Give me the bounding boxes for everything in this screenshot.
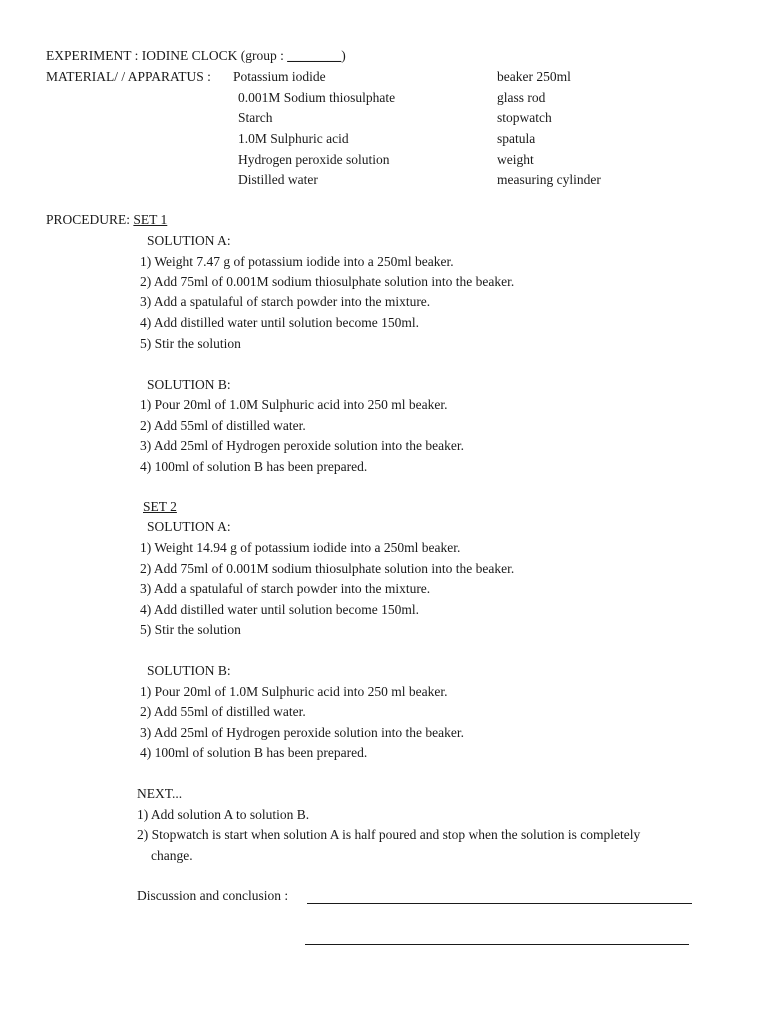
set2-solution-a-step-1: 1) Weight 14.94 g of potassium iodide into a 250ml beaker. — [140, 540, 461, 555]
material-item-1: Potassium iodide — [233, 69, 326, 84]
discussion-answer-line-2 — [305, 944, 689, 945]
set1-title: SET 1 — [133, 212, 168, 227]
discussion-answer-line-1 — [307, 903, 692, 904]
discussion-label: Discussion and conclusion : — [137, 888, 289, 903]
set2-solution-b-step-3: 3) Add 25ml of Hydrogen peroxide solution into the beaker. — [140, 725, 464, 740]
material-item-2: 0.001M Sodium thiosulphate — [238, 90, 396, 105]
apparatus-item-3: stopwatch — [497, 110, 552, 125]
set2-solution-b-step-4: 4) 100ml of solution B has been prepared. — [140, 745, 368, 760]
set1-solution-a-step-5: 5) Stir the solution — [140, 336, 241, 351]
material-item-6: Distilled water — [238, 172, 318, 187]
set2-solution-b-title: SOLUTION B: — [147, 663, 231, 678]
set1-solution-b-step-4: 4) 100ml of solution B has been prepared. — [140, 459, 368, 474]
next-title: NEXT... — [137, 786, 183, 801]
set2-solution-a-step-4: 4) Add distilled water until solution become 150ml. — [140, 602, 419, 617]
apparatus-item-6: measuring cylinder — [497, 172, 601, 187]
apparatus-item-4: spatula — [497, 131, 536, 146]
apparatus-item-1: beaker 250ml — [497, 69, 571, 84]
set2-solution-a-step-3: 3) Add a spatulaful of starch powder into the mixture. — [140, 581, 431, 596]
materials-label: MATERIAL/ / APPARATUS : — [46, 69, 211, 84]
set1-solution-a-step-1: 1) Weight 7.47 g of potassium iodide into a 250ml beaker. — [140, 254, 454, 269]
set1-solution-a-step-4: 4) Add distilled water until solution become 150ml. — [140, 315, 419, 330]
experiment-title — [46, 48, 346, 64]
procedure-heading — [46, 212, 167, 228]
set1-solution-b-title: SOLUTION B: — [147, 377, 231, 392]
set1-solution-a-step-2: 2) Add 75ml of 0.001M sodium thiosulphate solution into the beaker. — [140, 274, 515, 289]
set2-title: SET 2 — [143, 499, 177, 514]
set2-solution-b-step-1: 1) Pour 20ml of 1.0M Sulphuric acid into 250 ml beaker. — [140, 684, 448, 699]
set2-solution-a-step-2: 2) Add 75ml of 0.001M sodium thiosulphate solution into the beaker. — [140, 561, 515, 576]
apparatus-item-2: glass rod — [497, 90, 546, 105]
set1-solution-b-step-2: 2) Add 55ml of distilled water. — [140, 418, 306, 433]
set1-solution-a-title: SOLUTION A: — [147, 233, 231, 248]
set2-solution-a-title: SOLUTION A: — [147, 519, 231, 534]
set1-solution-a-step-3: 3) Add a spatulaful of starch powder into the mixture. — [140, 294, 431, 309]
material-item-3: Starch — [238, 110, 273, 125]
procedure-label: PROCEDURE: — [46, 212, 131, 227]
experiment-label: EXPERIMENT : IODINE CLOCK (group : — [46, 48, 284, 63]
apparatus-item-5: weight — [497, 152, 534, 167]
set1-solution-b-step-3: 3) Add 25ml of Hydrogen peroxide solution into the beaker. — [140, 438, 464, 453]
next-step-1: 1) Add solution A to solution B. — [137, 807, 310, 822]
next-step-2-continued: change. — [151, 848, 193, 863]
set2-solution-b-step-2: 2) Add 55ml of distilled water. — [140, 704, 306, 719]
material-item-4: 1.0M Sulphuric acid — [238, 131, 349, 146]
set1-solution-b-step-1: 1) Pour 20ml of 1.0M Sulphuric acid into 250 ml beaker. — [140, 397, 448, 412]
material-item-5: Hydrogen peroxide solution — [238, 152, 390, 167]
set2-solution-a-step-5: 5) Stir the solution — [140, 622, 241, 637]
next-step-2: 2) Stopwatch is start when solution A is half poured and stop when the solution is completely — [137, 827, 641, 842]
group-blank: ________ — [287, 48, 342, 63]
group-close: ) — [341, 48, 346, 63]
